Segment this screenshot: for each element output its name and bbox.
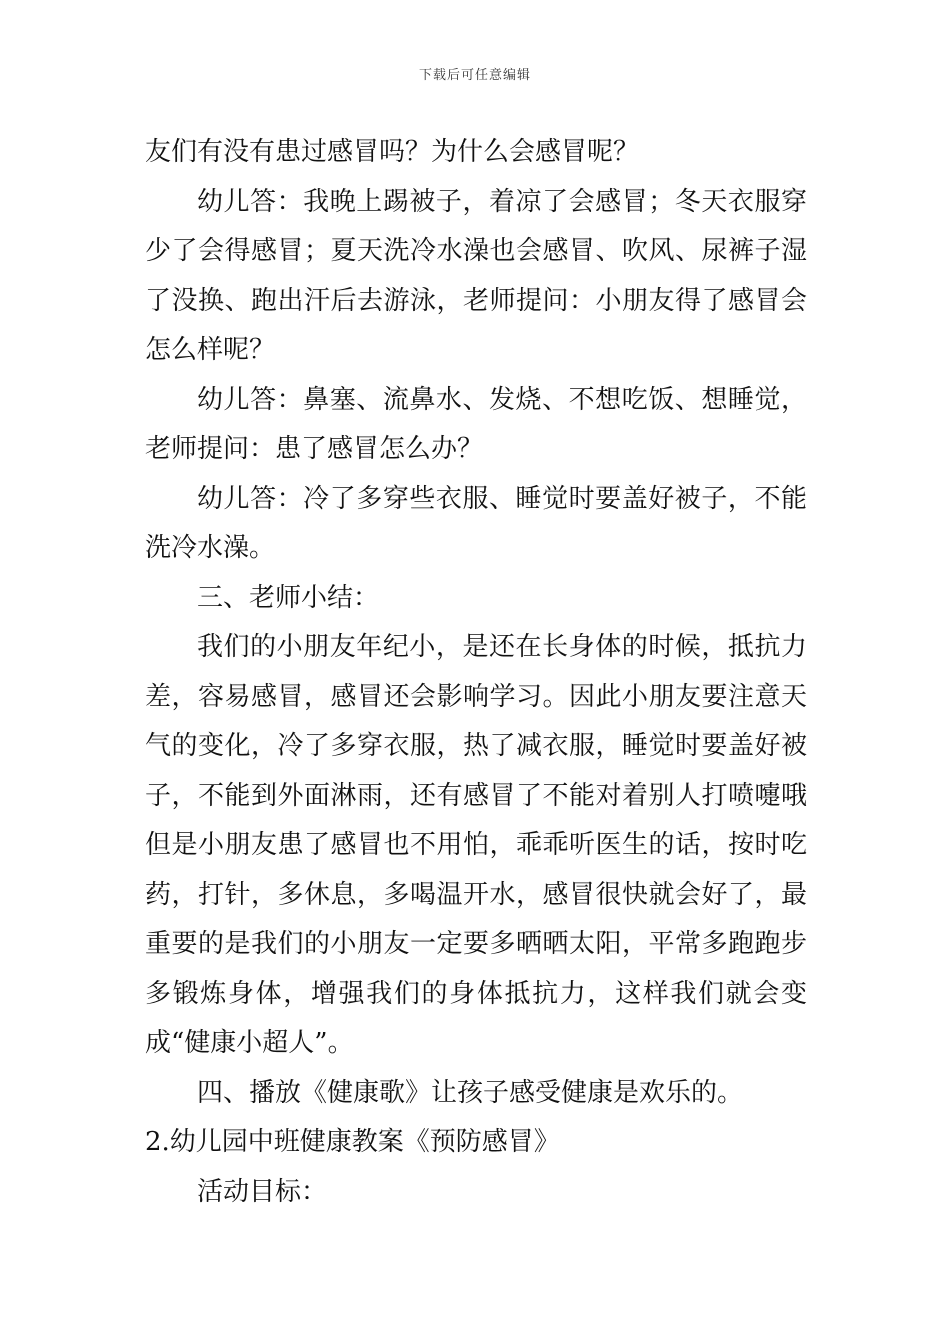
paragraph-child-answer-1: 幼儿答：我晚上踢被子，着凉了会感冒；冬天衣服穿少了会得感冒；夏天洗冷水澡也会感冒、吹风、尿裤子湿了没换、跑出汗后去游泳，老师提问：小朋友得了感冒会怎么样呢？ [145,186,807,365]
section-heading-objectives: 活动目标： [197,1176,328,1207]
page-header: 下载后可任意编辑 [418,68,531,83]
paragraph-teacher-summary: 我们的小朋友年纪小，是还在长身体的时候，抵抗力差，容易感冒，感冒还会影响学习。因此小朋友要注意天气的变化，冷了多穿衣服，热了减衣服，睡觉时要盖好被子，不能到外面淋雨，还有感冒了不能对着别人打喷嚏哦但是小朋友患了感冒也不用怕，乖乖听医生的话，按时吃药，打针，多休息，多喝温开水，感冒很快就会好了，最重要的是我们的小朋友一定要多晒晒太阳，平常多跑跑步多锻炼身体，增强我们的身体抵抗力，这样我们就会变成“健康小超人”。 [145,632,807,1058]
paragraph-child-answer-2: 幼儿答：鼻塞、流鼻水、发烧、不想吃饭、想睡觉，老师提问：患了感冒怎么办？ [145,384,807,464]
paragraph-child-answer-3: 幼儿答：冷了多穿些衣服、睡觉时要盖好被子，不能洗冷水澡。 [145,483,807,563]
paragraph-continuation: 友们有没有患过感冒吗？为什么会感冒呢？ [145,137,640,167]
section-heading-summary: 三、老师小结： [197,582,380,613]
section-heading-song: 四、播放《健康歌》让孩子感受健康是欢乐的。 [197,1077,744,1108]
document-body [145,128,807,1217]
lesson-title: 2.幼儿园中班健康教案《预防感冒》 [145,1127,560,1157]
